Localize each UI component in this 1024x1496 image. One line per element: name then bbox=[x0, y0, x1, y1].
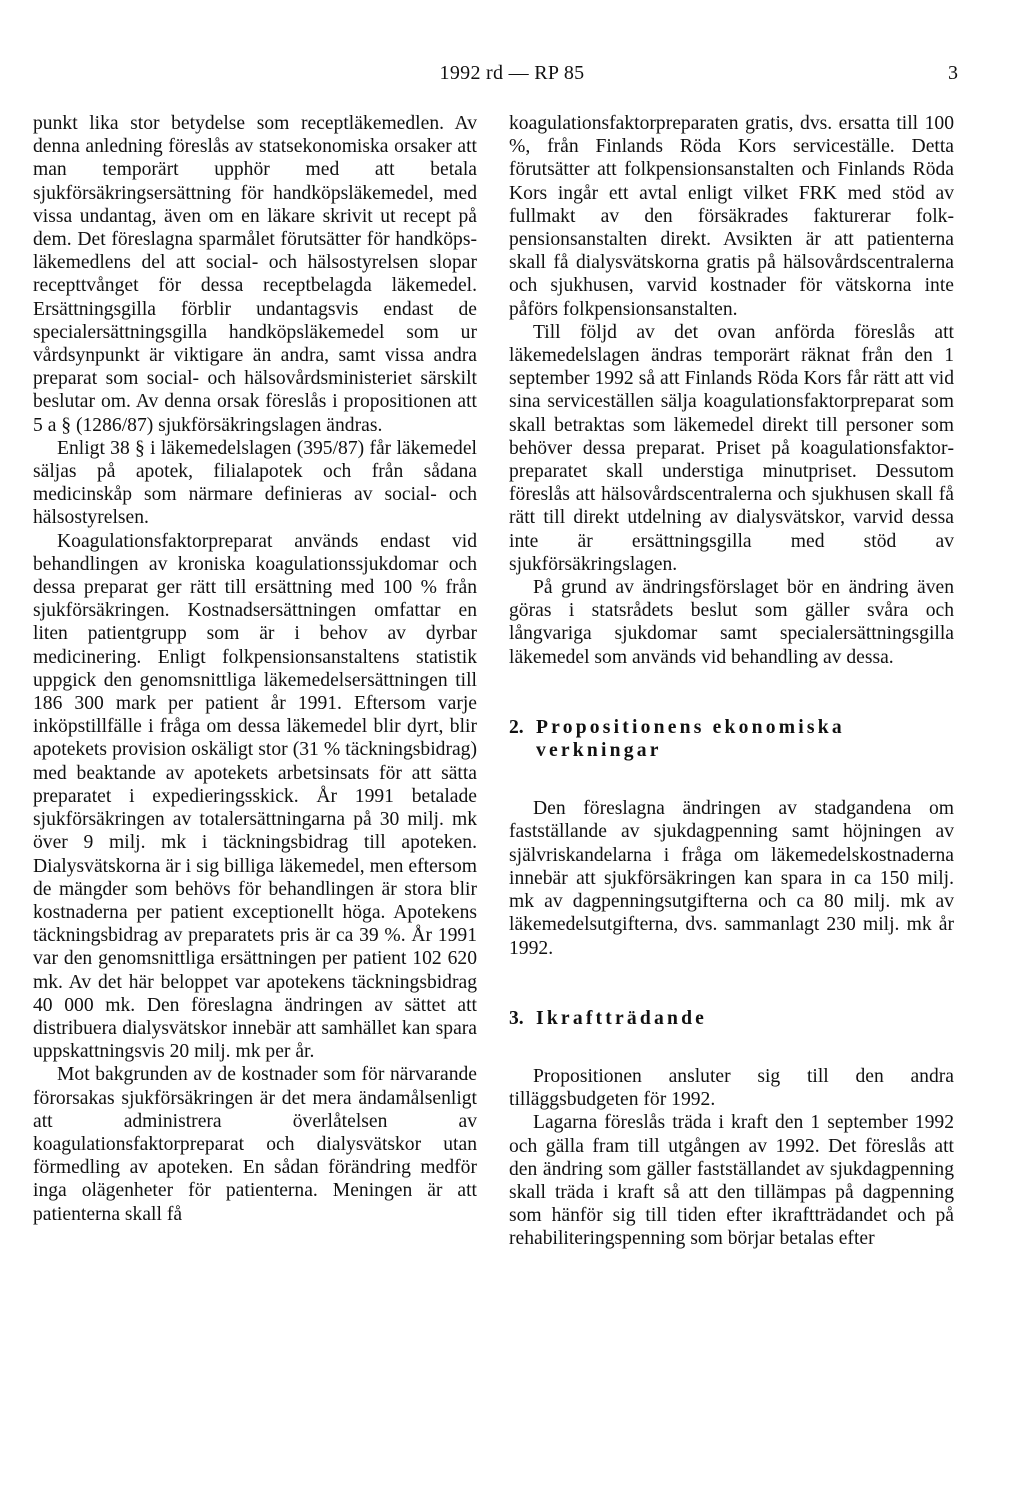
left-column bbox=[33, 112, 477, 1226]
section-number: 2. bbox=[509, 716, 524, 738]
paragraph: Lagarna föreslås träda i kraft den 1 september 1992 och gälla fram till utgången av 1992. Det föreslås att den ändring som gäller fastställandet av sjukdagpenning skall träda i kraft så att den tillämpas på dagpenning som hänför sig till tiden efter ikraftträdandet och på rehabiliteringspenning som börjar betalas efter bbox=[509, 1112, 954, 1250]
paragraph: På grund av ändringsförslaget bör en ändring även göras i statsrådets beslut som gäller svåra och långvariga sjukdomar samt specialersättningsgilla läkemedel som används vid behandling av dessa. bbox=[509, 577, 954, 668]
paragraph: Koagulationsfaktorpreparat används endast vid behandlingen av kroniska koagulationssjukdomar och dessa preparat ger rätt till ersättning med 100 % från sjukförsäkringen. Kostnadsersättningen omfattar en liten patientgrupp som är i behov av dyrbar medicinering. Enligt folkpensionsanstaltens statistik uppgick den genomsnittliga läkemedelsersättningen till 186 300 mark per patient år 1991. Eftersom varje inköpstillfälle i fråga om dessa läkemedel blir dyrt, blir apotekets provision oskäligt stor (31 % täckningsbidrag) med beaktande av apotekets arbetsinsats för att sätta preparatet i expedieringsskick. År 1991 betalade sjukförsäkringen av totalersättningarna på 30 milj. mk över 9 milj. mk i täckningsbidrag till apoteken. Dialysvätskorna är i sig billiga läkemedel, men eftersom de mängder som behövs för behandlingen är stora blir kostnaderna per patient exceptionellt höga. Apotekens täckningsbidrag av preparatets pris är ca 39 %. År 1991 var den genomsnittliga ersättningen per patient 102 620 mk. Av det här beloppet var apotekens täckningsbidrag 40 000 mk. Den föreslagna ändringen av sättet att distribuera dialysvätskor innebär att samhället kan spara uppskattningsvis 20 milj. mk per år. bbox=[33, 530, 477, 1063]
paragraph: Till följd av det ovan anförda föreslås att läkemedelslagen ändras temporärt räknat från den 1 september 1992 så att Finlands Röda Kors får rätt att vid sina serviceställen sälja koagulationsfaktorpreparat som skall betraktas som läkemedel direkt till personer som behöver dessa preparat. Priset på koagulationsfaktorpreparatet skall understiga minutpriset. Dessutom föreslås att hälsovårdscentralerna och sjukhusen skall få rätt till direkt utdelning av dialysvätskor, varvid dessa inte är ersättningsgilla med stöd av sjukförsäkringslagen. bbox=[509, 321, 954, 575]
page-number: 3 bbox=[948, 62, 958, 84]
paragraph: Enligt 38 § i läkemedelslagen (395/87) får läkemedel säljas på apotek, filialapotek och från sådana medicinskåp som närmare definieras av social- och hälsostyrelsen. bbox=[33, 437, 477, 529]
paragraph: koagulationsfaktorpreparaten gratis, dvs. ersatta till 100 %, från Finlands Röda Kors serviceställe. Detta förutsätter att folkpensionsanstalten och Finlands Röda Kors ingår ett avtal enligt vilket FRK med stöd av fullmakt av den försäkrades fakturerar folkpensionsanstalten direkt. Avsikten är att patienterna skall få dialysvätskorna gratis på hälsovårdscentralerna och sjukhusen, varvid kostnader för vätskorna inte påförs folkpensionsanstalten. bbox=[509, 113, 954, 320]
paragraph: punkt lika stor betydelse som receptläkemedlen. Av denna anledning föreslås av statsekonomiska orsaker att man temporärt upphör med att betala sjukförsäkringsersättning för handköpsläkemedel, med vissa undantag, även om en läkare skrivit ut recept på dem. Det föreslagna sparmålet förutsätter för handköpsläkemedlens del att social- och hälsostyrelsen slopar recepttvånget för dessa receptbelagda läkemedel. Ersättningsgilla förblir undantagsvis endast de specialersättningsgilla handköpsläkemedel som ur vårdsynpunkt är viktigare än andra, samt vissa andra preparat som social- och hälsovårdsministeriet särskilt beslutar om. Av denna orsak föreslås i propositionen att 5 a § (1286/87) sjukförsäkringslagen ändras. bbox=[33, 113, 477, 436]
paragraph: Propositionen ansluter sig till den andra tilläggsbudgeten för 1992. bbox=[509, 1065, 954, 1111]
right-column bbox=[509, 112, 954, 1251]
section-title: Ikraftträdande bbox=[536, 1007, 708, 1029]
running-title: 1992 rd — RP 85 bbox=[439, 62, 585, 84]
section-heading-entry-into-force bbox=[509, 1007, 954, 1030]
section-heading-economic-effects bbox=[509, 716, 954, 762]
paragraph: Den föreslagna ändringen av stadgandena om fastställande av sjukdagpenning samt höjningen av självriskandelarna i fråga om läkemedelskostnaderna innebär att sjukförsäkringen kan spara in ca 150 milj. mk av dagpenningsutgifterna och ca 80 milj. mk av läkemedelsutgifterna, dvs. sammanlagt 230 milj. mk år 1992. bbox=[509, 798, 954, 959]
page-header bbox=[0, 62, 1024, 92]
section-number: 3. bbox=[509, 1007, 524, 1029]
paragraph: Mot bakgrunden av de kostnader som för närvarande förorsakas sjukförsäkringen är det mera ändamålsenligt att administrera överlåtelsen av koagulationsfaktorpreparat och dialysvätskor utan förmedling av apoteken. En sådan förändring medför inga olägenheter för patienterna. Meningen är att patienterna skall få bbox=[33, 1064, 477, 1225]
section-title: Propositionens ekonomiska verkningar bbox=[536, 716, 845, 762]
